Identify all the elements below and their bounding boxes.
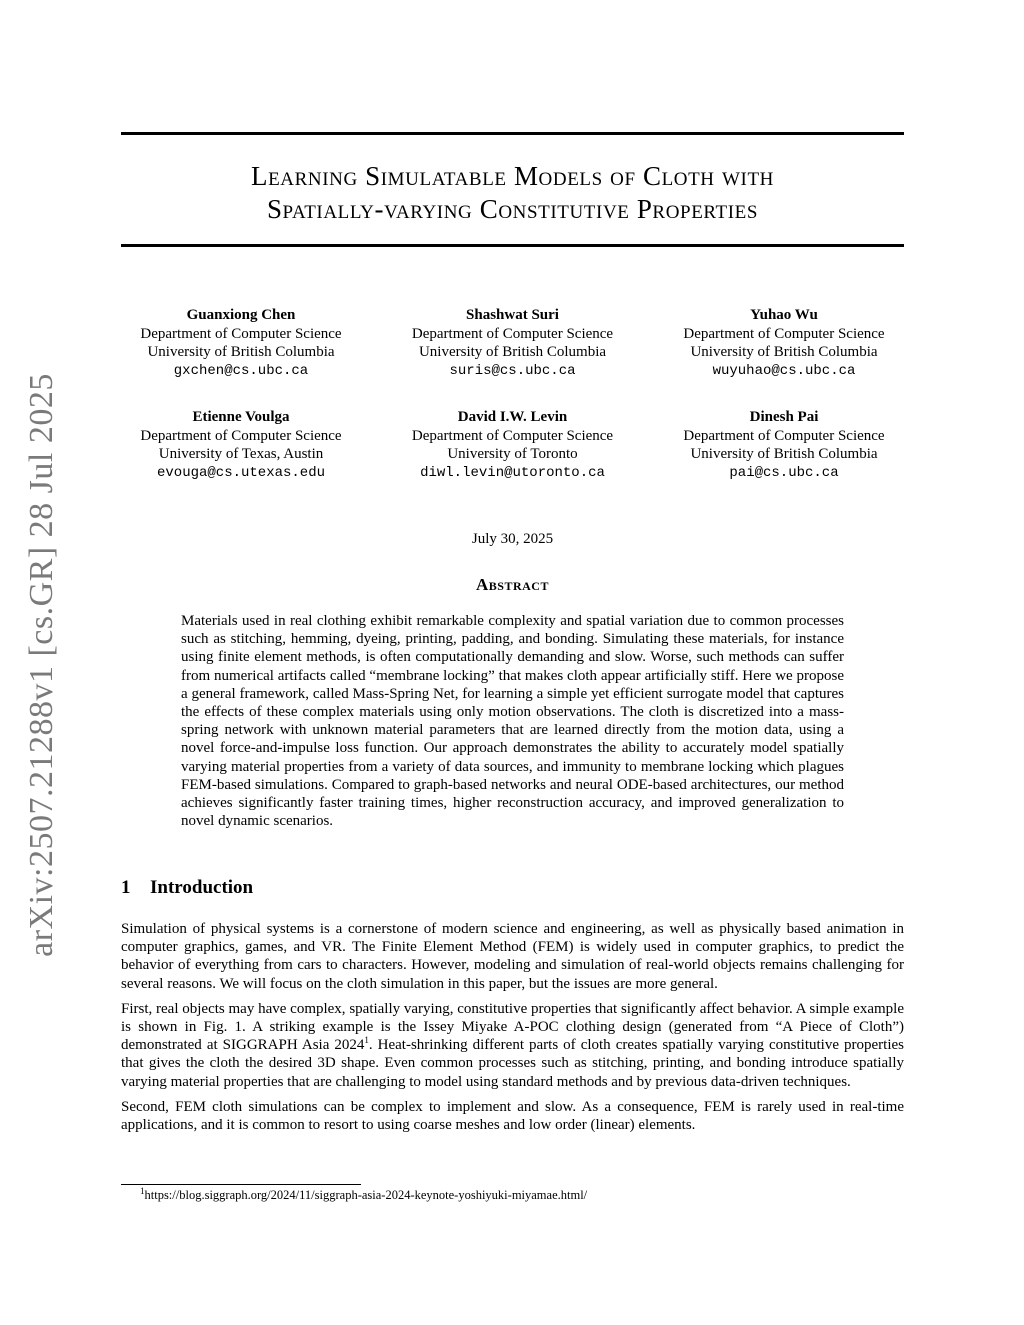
author-name: David I.W. Levin bbox=[457, 409, 568, 425]
author-university: University of British Columbia bbox=[690, 344, 878, 360]
author-department: Department of Computer Science bbox=[683, 325, 885, 342]
section-title: Introduction bbox=[150, 877, 254, 898]
author-row-2 bbox=[121, 408, 904, 482]
paragraph-2-part-1: First, real objects may have complex, spatially varying, constitutive properties that significantly affect behavior. A simple example is shown in Fig. 1. A striking example is the Issey Miyake A-POC clothing design (generated from “A Piece of Cloth”) demonstrated at SIGGRAPH Asia 2024 bbox=[121, 1000, 904, 1054]
author-email: evouga@cs.utexas.edu bbox=[156, 464, 326, 481]
paragraph-2 bbox=[121, 1000, 904, 1091]
author-university: University of British Columbia bbox=[690, 446, 878, 462]
author-department: Department of Computer Science bbox=[140, 427, 342, 444]
abstract-heading: Abstract bbox=[476, 575, 549, 594]
author-name: Dinesh Pai bbox=[749, 409, 819, 425]
body-text bbox=[121, 920, 904, 1141]
footnote-mark: 1 bbox=[140, 1185, 145, 1196]
author-block bbox=[121, 306, 904, 482]
author-card bbox=[664, 306, 904, 380]
title-bottom-rule bbox=[121, 244, 904, 247]
author-department: Department of Computer Science bbox=[411, 427, 614, 444]
author-department: Department of Computer Science bbox=[411, 325, 614, 342]
author-card bbox=[121, 408, 361, 482]
author-email: wuyuhao@cs.ubc.ca bbox=[712, 362, 856, 379]
paragraph-3: Second, FEM cloth simulations can be complex to implement and slow. As a consequence, FEM is rarely used in real-time applications, and it is common to resort to using coarse meshes and low order (linear) elements. bbox=[121, 1098, 904, 1134]
author-card bbox=[664, 408, 904, 482]
author-card bbox=[393, 408, 633, 482]
section-heading bbox=[121, 877, 253, 899]
author-university: University of Texas, Austin bbox=[158, 446, 324, 462]
author-email: suris@cs.ubc.ca bbox=[449, 362, 576, 379]
author-department: Department of Computer Science bbox=[140, 325, 342, 342]
author-department: Department of Computer Science bbox=[683, 427, 885, 444]
author-name: Guanxiong Chen bbox=[186, 307, 296, 323]
arxiv-identifier-stamp: arXiv:2507.21288v1 [cs.GR] 28 Jul 2025 bbox=[23, 373, 60, 957]
paragraph-1: Simulation of physical systems is a cornerstone of modern science and engineering, as well as physically based animation in computer graphics, games, and VR. The Finite Element Method (FEM) is widely used in computer graphics, to predict the behavior of everything from cars to characters. However, modeling and simulation of real-world objects remains challenging for several reasons. We will focus on the cloth simulation in this paper, but the issues are more general. bbox=[121, 921, 904, 992]
footnote-reference[interactable]: 1 bbox=[364, 1035, 369, 1046]
author-name: Yuhao Wu bbox=[750, 307, 818, 323]
footnote bbox=[140, 1185, 588, 1203]
publication-date: July 30, 2025 bbox=[471, 531, 554, 547]
author-name: Shashwat Suri bbox=[466, 307, 559, 323]
footnote-rule bbox=[121, 1184, 361, 1185]
author-name: Etienne Voulga bbox=[192, 409, 290, 425]
author-row-1 bbox=[121, 306, 904, 380]
title-top-rule bbox=[121, 132, 904, 135]
paper-title bbox=[121, 160, 904, 226]
title-line-1: Learning Simulatable Models of Cloth with bbox=[251, 161, 774, 191]
author-email: diwl.levin@utoronto.ca bbox=[420, 464, 605, 481]
author-university: University of British Columbia bbox=[147, 344, 335, 360]
section-number: 1 bbox=[121, 877, 131, 898]
author-university: University of Toronto bbox=[447, 446, 578, 462]
paragraph-2-part-2: . Heat-shrinking different parts of cloth creates spatially varying constitutive properties that gives the cloth the desired 3D shape. Even common processes such as stitching, printing, and bonding introduce spatially varying material properties that are challenging to model using standard methods and by previous data-driven techniques. bbox=[121, 1037, 904, 1090]
title-line-2: Spatially-varying Constitutive Properties bbox=[266, 194, 759, 224]
abstract-text: Materials used in real clothing exhibit remarkable complexity and spatial variation due to common processes such as stitching, hemming, dyeing, printing, padding, and bonding. Simulating these materials, for instance using finite element methods, is often computationally demanding and slow. Worse, such methods can suffer from numerical artifacts called “membrane locking” that makes cloth appear artificially stiff. Here we propose a general framework, called Mass-Spring Net, for learning a simple yet efficient surrogate model that captures the effects of these complex materials using only motion observations. The cloth is discretized into a mass-spring network with unknown material parameters that are learned directly from the motion data, using a novel force-and-impulse loss function. Our approach demonstrates the ability to accurately model spatially varying material properties from a variety of data sources, and immunity to membrane locking which plagues FEM-based simulations. Compared to graph-based networks and neural ODE-based architectures, our method achieves significantly faster training times, higher reconstruction accuracy, and improved generalization to novel dynamic scenarios. bbox=[181, 613, 844, 830]
footnote-url[interactable]: https://blog.siggraph.org/2024/11/siggraph-asia-2024-keynote-yoshiyuki-miyamae.html/ bbox=[144, 1188, 588, 1202]
author-university: University of British Columbia bbox=[418, 344, 607, 360]
author-card bbox=[121, 306, 361, 380]
author-email: pai@cs.ubc.ca bbox=[729, 464, 839, 481]
author-email: gxchen@cs.ubc.ca bbox=[173, 362, 309, 379]
author-card bbox=[393, 306, 633, 380]
